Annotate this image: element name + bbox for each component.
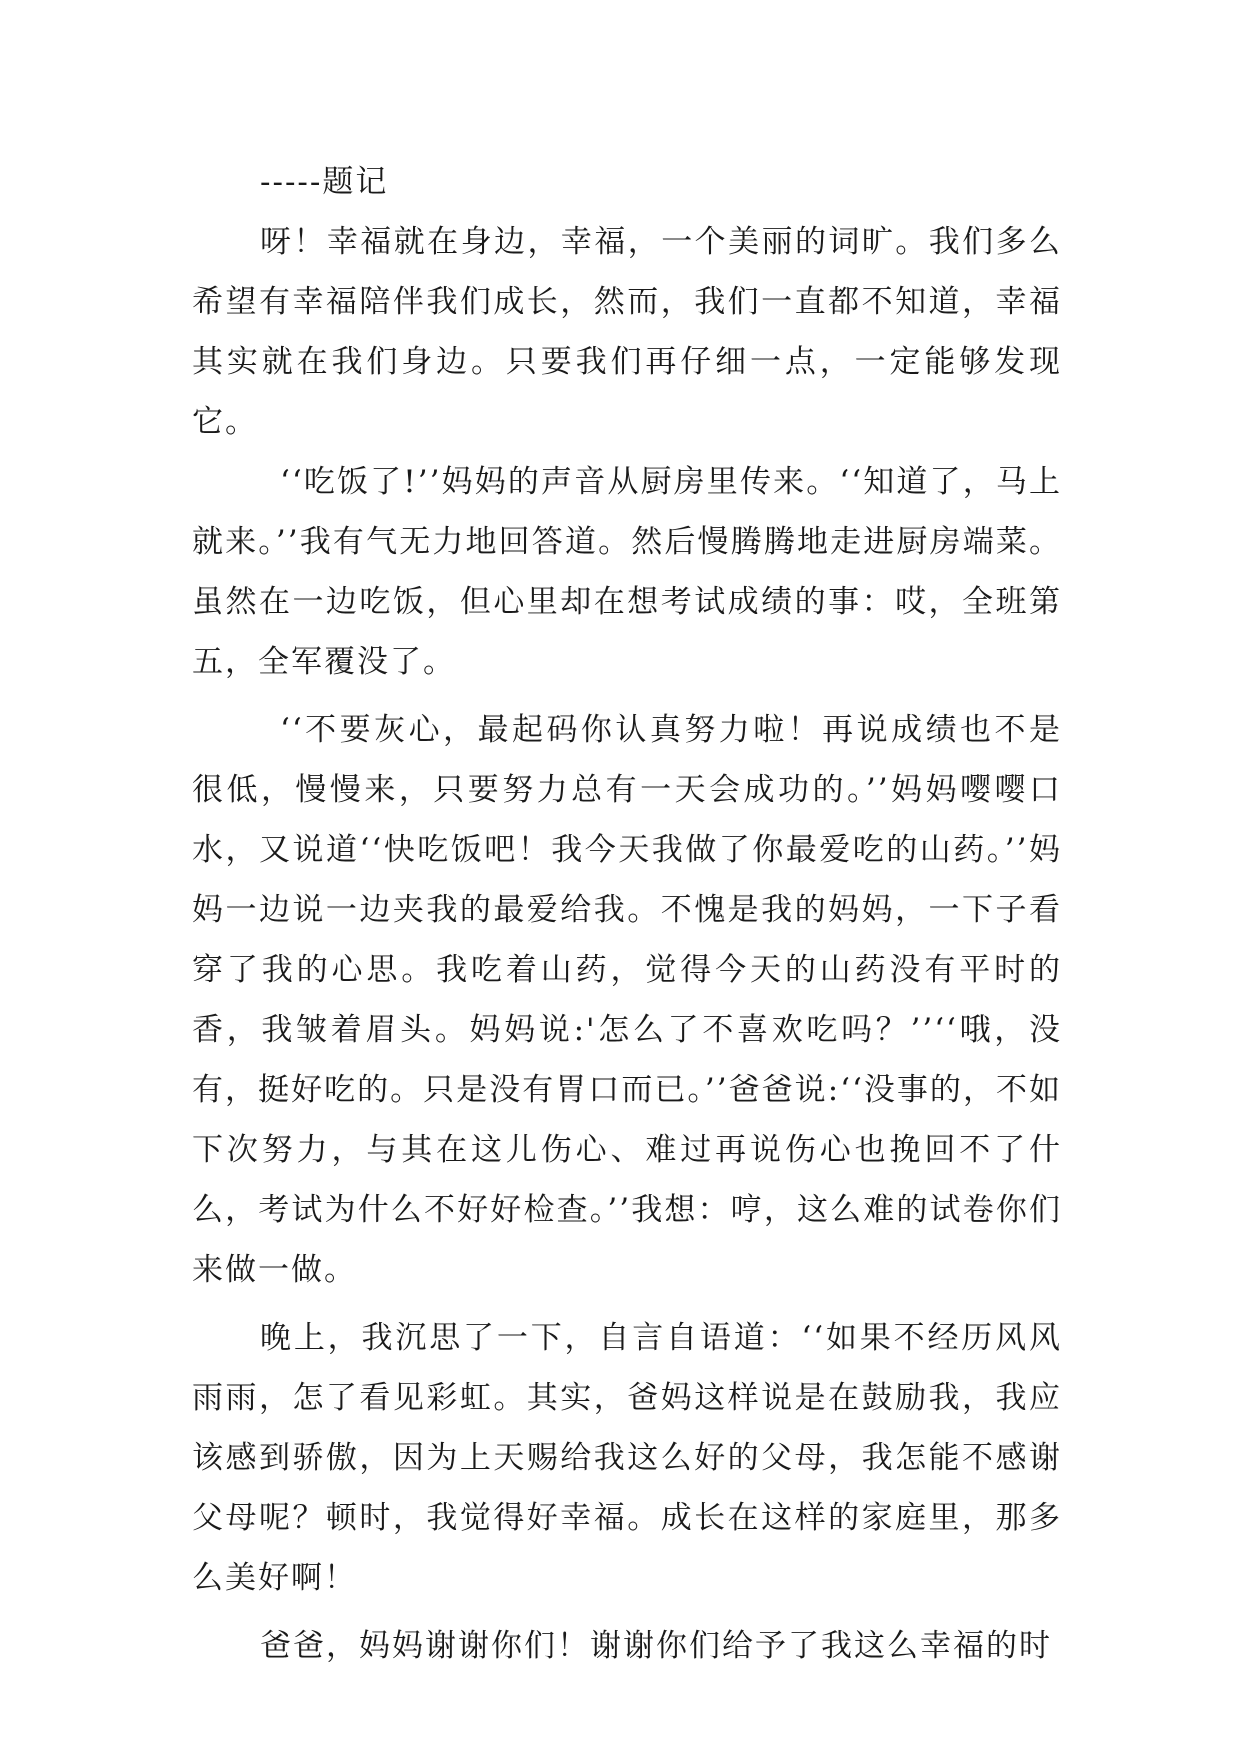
paragraph-4: 晚上，我沉思了一下，自言自语道：‘‘如果不经历风风雨雨，怎了看见彩虹。其实，爸妈这样说是在鼓励我，我应该感到骄傲，因为上天赐给我这么好的父母，我怎能不感谢父母呢？顿时，我觉得好幸福。成长在这样的家庭里，那多么美好啊！	[192, 1320, 1062, 1596]
epigraph: -----题记	[260, 164, 389, 200]
document-body	[192, 152, 1062, 1676]
paragraph-3: ‘‘不要灰心，最起码你认真努力啦！再说成绩也不是很低，慢慢来，只要努力总有一天会成功的。’’妈妈嘤嘤口水，又说道‘‘快吃饭吧！我今天我做了你最爱吃的山药。’’妈妈一边说一边夹我的最爱给我。不愧是我的妈妈，一下子看穿了我的心思。我吃着山药，觉得今天的山药没有平时的香，我皱着眉头。妈妈说:'怎么了不喜欢吃吗？’’‘‘哦，没有，挺好吃的。只是没有胃口而已。’’爸爸说:‘‘没事的，不如下次努力，与其在这儿伤心、难过再说伤心也挽回不了什么，考试为什么不好好检查。’’我想：哼，这么难的试卷你们来做一做。	[192, 712, 1062, 1288]
paragraph-2: ‘‘吃饭了!’’妈妈的声音从厨房里传来。‘‘知道了，马上就来。’’我有气无力地回答道。然后慢腾腾地走进厨房端菜。虽然在一边吃饭，但心里却在想考试成绩的事：哎，全班第五，全军覆没了。	[192, 464, 1062, 680]
paragraph-5: 爸爸，妈妈谢谢你们！谢谢你们给予了我这么幸福的时	[260, 1628, 1052, 1664]
paragraph-1: 呀！幸福就在身边，幸福，一个美丽的词旷。我们多么希望有幸福陪伴我们成长，然而，我们一直都不知道，幸福其实就在我们身边。只要我们再仔细一点，一定能够发现它。	[192, 224, 1062, 440]
